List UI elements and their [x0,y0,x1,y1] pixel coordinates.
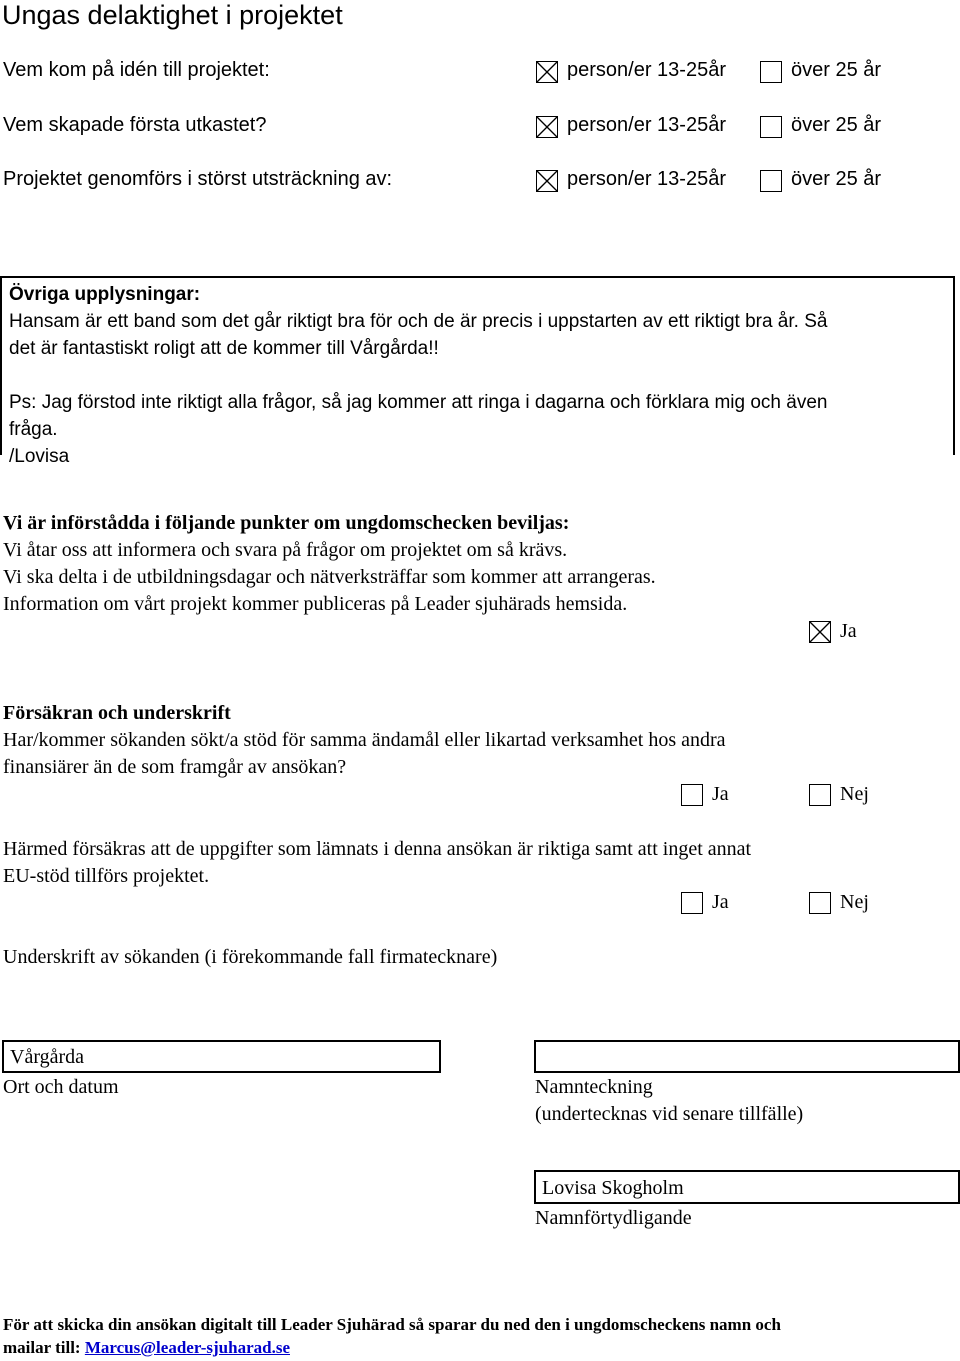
footer-email-link[interactable]: Marcus@leader-sjuharad.se [84,1338,290,1357]
row-2-youth-checkbox[interactable] [536,116,558,138]
agreement-ja-checkbox[interactable] [809,621,831,643]
place-date-value: Vårgårda [10,1046,85,1068]
row-1-label: Vem kom på idén till projektet: [3,59,270,81]
other-info-line-5: /Lovisa [9,446,70,467]
name-clarification-value: Lovisa Skogholm [542,1177,684,1199]
place-date-field[interactable] [2,1040,441,1073]
assurance-q2-line-1: Härmed försäkras att de uppgifter som lämnats i denna ansökan är riktiga samt att inget annat [3,838,752,860]
row-3-adult-checkbox[interactable] [760,170,782,192]
row-1-youth-checkbox[interactable] [536,61,558,83]
q2-ja-checkbox[interactable] [681,892,703,914]
row-1-youth-label: person/er 13-25år [567,59,726,81]
footer-mail-prefix: mailar till: [3,1338,85,1357]
name-clarification-field[interactable] [534,1170,960,1204]
other-info-line-3: Ps: Jag förstod inte riktigt alla frågor, så jag kommer att ringa i dagarna och förklara mig och även [9,392,828,413]
footer-line-1: För att skicka din ansökan digitalt till Leader Sjuhärad så sparar du ned den i ungdomscheckens namn och [3,1315,781,1334]
other-info-heading: Övriga upplysningar: [9,284,201,305]
other-info-box[interactable] [0,276,955,467]
row-2-label: Vem skapade första utkastet? [3,114,267,136]
row-3-adult-label: över 25 år [791,168,882,190]
assurance-heading: Försäkran och underskrift [3,702,231,724]
q2-ja-label: Ja [712,891,729,913]
q1-nej-checkbox[interactable] [809,784,831,806]
name-clarification-label: Namnförtydligande [535,1207,692,1229]
agreement-ja-label: Ja [840,620,857,642]
other-info-line-4: fråga. [9,419,58,440]
signature-label: Namnteckning [535,1076,653,1098]
row-3-youth-checkbox[interactable] [536,170,558,192]
row-3-youth-label: person/er 13-25år [567,168,726,190]
footer-line-2 [3,1338,290,1358]
q2-nej-label: Nej [840,891,869,913]
signature-field[interactable] [534,1040,960,1073]
row-1-adult-label: över 25 år [791,59,882,81]
q2-nej-checkbox[interactable] [809,892,831,914]
signature-heading: Underskrift av sökanden (i förekommande fall firmatecknare) [3,946,498,968]
page-title: Ungas delaktighet i projektet [2,0,343,30]
q1-ja-label: Ja [712,783,729,805]
q1-nej-label: Nej [840,783,869,805]
row-2-youth-label: person/er 13-25år [567,114,726,136]
assurance-q1-line-2: finansiärer än de som framgår av ansökan? [3,756,347,778]
row-3-label: Projektet genomförs i störst utsträckning av: [3,168,393,190]
signature-note: (undertecknas vid senare tillfälle) [535,1103,804,1125]
agreement-line-3: Information om vårt projekt kommer publiceras på Leader sjuhärads hemsida. [3,593,628,615]
row-1-adult-checkbox[interactable] [760,61,782,83]
agreement-line-2: Vi ska delta i de utbildningsdagar och nätverksträffar som kommer att arrangeras. [3,566,656,588]
place-date-label: Ort och datum [3,1076,119,1098]
row-2-adult-label: över 25 år [791,114,882,136]
q1-ja-checkbox[interactable] [681,784,703,806]
other-info-line-1: Hansam är ett band som det går riktigt bra för och de är precis i uppstarten av ett riktigt bra år. Så [9,311,828,332]
assurance-q1-line-1: Har/kommer sökanden sökt/a stöd för samma ändamål eller likartad verksamhet hos andra [3,729,726,751]
other-info-line-2: det är fantastiskt roligt att de kommer till Vårgårda!! [9,338,439,359]
assurance-q2-line-2: EU-stöd tillförs projektet. [3,865,210,887]
agreement-line-1: Vi åtar oss att informera och svara på frågor om projektet om så krävs. [3,539,568,561]
agreement-heading: Vi är införstådda i följande punkter om ungdomschecken beviljas: [3,512,570,534]
row-2-adult-checkbox[interactable] [760,116,782,138]
